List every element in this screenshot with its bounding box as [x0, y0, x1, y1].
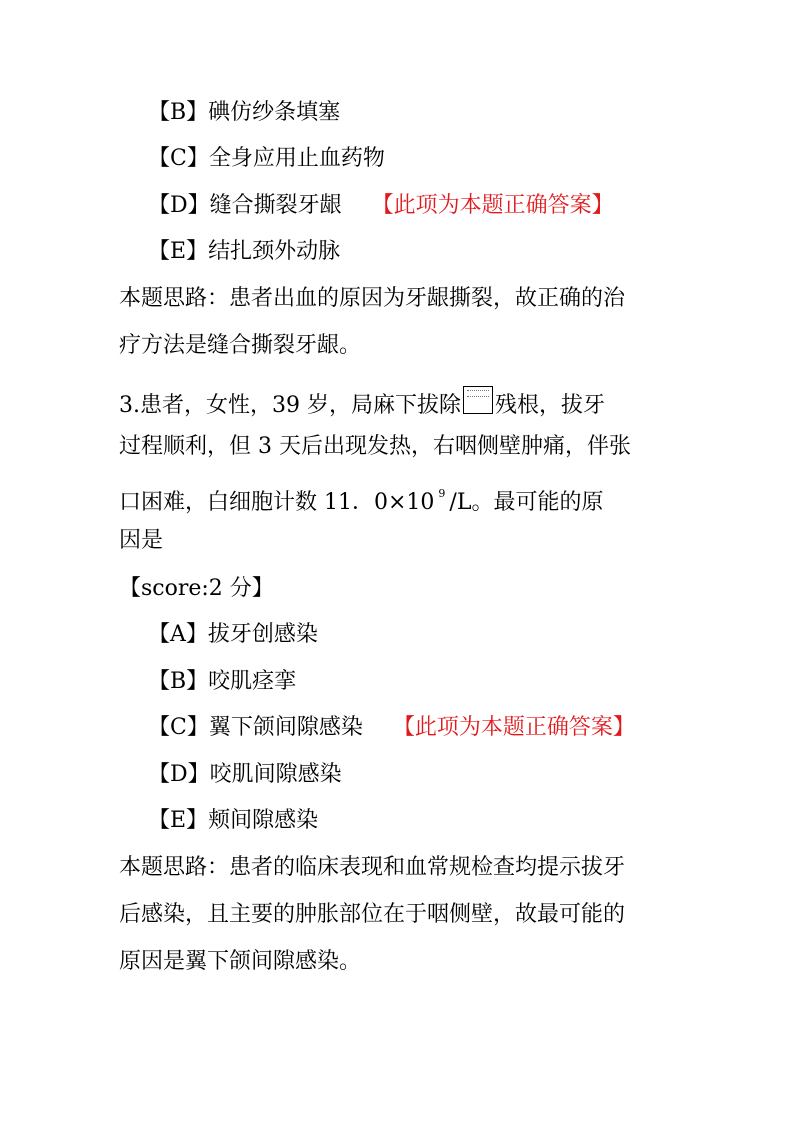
option-text: 碘仿纱条填塞 — [208, 100, 341, 125]
q3-option-d — [148, 760, 342, 790]
option-text: 拔牙创感染 — [207, 622, 318, 647]
q3-option-a — [148, 620, 318, 650]
option-label: 【C】 — [148, 715, 209, 740]
q2-option-e — [148, 237, 340, 267]
q3-explanation-line-3: 原因是翼下颌间隙感染。 — [119, 949, 362, 974]
q3-option-e — [148, 806, 318, 836]
q2-option-d — [148, 191, 614, 221]
q2-option-b — [148, 98, 340, 128]
q3-stem-text: 3.患者，女性，39 岁，局麻下拔除 — [119, 393, 461, 418]
tooth-position-icon — [463, 386, 493, 414]
q3-stem-line-4: 因是 — [119, 528, 164, 553]
option-text: 颊间隙感染 — [208, 808, 319, 833]
correct-answer-marker: 【此项为本题正确答案】 — [371, 193, 614, 218]
q2-explanation-line-2: 疗方法是缝合撕裂牙龈。 — [119, 333, 362, 358]
option-text: 翼下颌间隙感染 — [208, 715, 363, 740]
q3-option-b — [148, 667, 296, 697]
option-label: 【D】 — [148, 762, 210, 787]
q3-stem-text: /L。最可能的原 — [449, 490, 604, 515]
exponent: 9 — [438, 487, 446, 500]
q3-option-c — [148, 713, 635, 743]
q3-stem-text: 口困难，白细胞计数 11．0×10 — [119, 490, 435, 515]
option-label: 【E】 — [148, 239, 209, 264]
option-label: 【B】 — [148, 669, 209, 694]
option-text: 全身应用止血药物 — [208, 146, 385, 171]
correct-answer-marker: 【此项为本题正确答案】 — [392, 715, 635, 740]
q3-stem-text: 残根，拔牙 — [494, 393, 605, 418]
q3-explanation-line-2: 后感染，且主要的肿胀部位在于咽侧壁，故最可能的 — [119, 902, 626, 927]
q3-stem-line-1 — [119, 386, 605, 421]
option-label: 【E】 — [148, 808, 209, 833]
option-text: 咬肌间隙感染 — [209, 762, 342, 787]
option-label: 【D】 — [148, 193, 210, 218]
option-text: 缝合撕裂牙龈 — [209, 193, 342, 218]
q3-stem-line-3 — [119, 479, 603, 518]
q2-option-c — [148, 144, 385, 174]
option-text: 结扎颈外动脉 — [208, 239, 341, 264]
option-label: 【B】 — [148, 100, 209, 125]
option-label: 【C】 — [148, 146, 209, 171]
q3-stem-line-2: 过程顺利，但 3 天后出现发热，右咽侧壁肿痛，伴张 — [119, 434, 631, 459]
option-text: 咬肌痉挛 — [208, 669, 297, 694]
option-label: 【A】 — [148, 622, 208, 647]
q3-score: 【score:2 分】 — [119, 576, 274, 601]
q2-explanation-line-1: 本题思路：患者出血的原因为牙龈撕裂，故正确的治 — [119, 286, 626, 311]
q3-explanation-line-1: 本题思路：患者的临床表现和血常规检查均提示拔牙 — [119, 855, 626, 880]
